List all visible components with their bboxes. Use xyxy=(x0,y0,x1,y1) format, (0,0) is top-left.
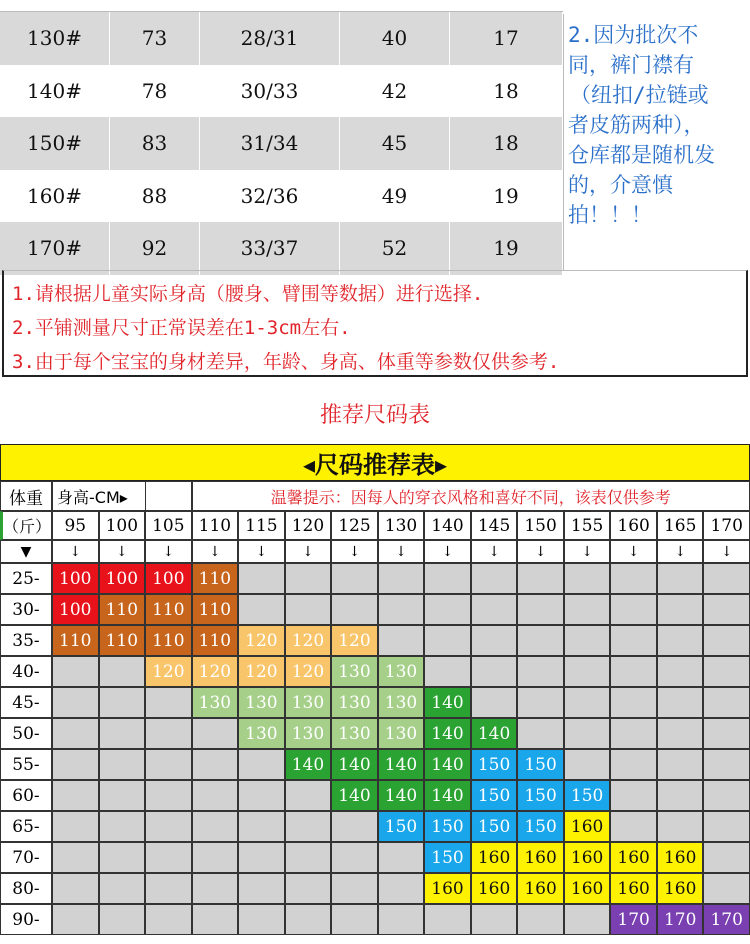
empty-cell xyxy=(192,842,239,873)
column-arrow-icon: ↓ xyxy=(99,540,146,563)
note-line: （纽扣/拉链或 xyxy=(570,83,709,107)
weight-row-label: 60- xyxy=(0,780,52,811)
empty-cell xyxy=(703,656,750,687)
empty-cell xyxy=(657,749,704,780)
empty-cell xyxy=(471,625,518,656)
size-recommendation-cell: 130 xyxy=(192,687,239,718)
size-recommendation-cell: 160 xyxy=(610,873,657,904)
empty-cell xyxy=(610,625,657,656)
empty-cell xyxy=(52,811,99,842)
height-header-cell: 120 xyxy=(285,511,332,540)
size-recommendation-cell: 110 xyxy=(145,625,192,656)
size-recommendation-cell: 120 xyxy=(192,656,239,687)
size-recommendation-cell: 130 xyxy=(238,687,285,718)
empty-cell xyxy=(192,780,239,811)
note-line: 拍！！！ xyxy=(568,203,652,227)
size-table-cell: 150# xyxy=(0,117,110,170)
empty-cell xyxy=(517,718,564,749)
size-recommendation-cell: 120 xyxy=(285,625,332,656)
column-arrow-icon: ↓ xyxy=(657,540,704,563)
size-recommendation-cell: 150 xyxy=(517,780,564,811)
size-table-cell: 88 xyxy=(110,170,200,223)
empty-cell xyxy=(145,687,192,718)
size-recommendation-cell: 140 xyxy=(424,718,471,749)
weight-row-label: 25- xyxy=(0,563,52,594)
weight-row-label: 50- xyxy=(0,718,52,749)
empty-cell xyxy=(703,749,750,780)
size-recommendation-cell: 110 xyxy=(192,594,239,625)
empty-cell xyxy=(331,594,378,625)
empty-cell xyxy=(657,625,704,656)
size-table-cell: 42 xyxy=(340,65,450,118)
size-recommendation-cell: 160 xyxy=(517,873,564,904)
size-recommendation-cell: 160 xyxy=(471,842,518,873)
height-header-cell: 155 xyxy=(564,511,611,540)
empty-cell xyxy=(145,780,192,811)
height-header-cell: 110 xyxy=(192,511,239,540)
empty-cell xyxy=(610,656,657,687)
size-recommendation-cell: 150 xyxy=(378,811,425,842)
empty-cell xyxy=(331,873,378,904)
height-header-cell: 130 xyxy=(378,511,425,540)
column-arrow-icon: ↓ xyxy=(331,540,378,563)
weight-row-label: 65- xyxy=(0,811,52,842)
column-arrow-icon: ↓ xyxy=(564,540,611,563)
size-recommendation-cell: 130 xyxy=(378,718,425,749)
empty-cell xyxy=(192,718,239,749)
size-recommendation-cell: 150 xyxy=(517,811,564,842)
down-arrow-icon: ▼ xyxy=(0,540,52,563)
size-table-row xyxy=(0,222,563,275)
size-recommendation-cell: 110 xyxy=(99,625,146,656)
empty-cell xyxy=(99,904,146,935)
size-table-row xyxy=(0,117,563,170)
size-recommendation-cell: 120 xyxy=(285,656,332,687)
empty-cell xyxy=(52,749,99,780)
empty-cell xyxy=(378,563,425,594)
size-recommendation-cell: 120 xyxy=(145,656,192,687)
header-blank xyxy=(145,481,192,511)
size-recommendation-cell: 150 xyxy=(471,780,518,811)
column-arrow-icon: ↓ xyxy=(238,540,285,563)
size-table-cell: 17 xyxy=(450,12,563,65)
empty-cell xyxy=(285,594,332,625)
empty-cell xyxy=(99,873,146,904)
height-header-cell: 115 xyxy=(238,511,285,540)
empty-cell xyxy=(52,842,99,873)
grid-title: ◂尺码推荐表▸ xyxy=(0,444,750,481)
empty-cell xyxy=(192,873,239,904)
empty-cell xyxy=(99,718,146,749)
size-table-cell: 19 xyxy=(450,170,563,223)
empty-cell xyxy=(424,625,471,656)
size-table-cell: 92 xyxy=(110,222,200,275)
size-recommendation-cell: 160 xyxy=(564,811,611,842)
size-table-cell: 140# xyxy=(0,65,110,118)
height-header-cell: 140 xyxy=(424,511,471,540)
empty-cell xyxy=(703,625,750,656)
size-recommendation-cell: 150 xyxy=(424,811,471,842)
empty-cell xyxy=(424,563,471,594)
empty-cell xyxy=(52,656,99,687)
size-recommendation-cell: 160 xyxy=(471,873,518,904)
height-header-cell: 160 xyxy=(610,511,657,540)
height-header-cell: 150 xyxy=(517,511,564,540)
size-recommendation-cell: 160 xyxy=(657,842,704,873)
empty-cell xyxy=(238,594,285,625)
empty-cell xyxy=(610,718,657,749)
empty-cell xyxy=(610,594,657,625)
height-header-cell: 125 xyxy=(331,511,378,540)
size-recommendation-cell: 130 xyxy=(378,687,425,718)
size-table-note xyxy=(563,14,750,270)
height-header-cell: 170 xyxy=(703,511,750,540)
empty-cell xyxy=(99,780,146,811)
warning-box xyxy=(2,270,748,377)
empty-cell xyxy=(52,718,99,749)
empty-cell xyxy=(517,687,564,718)
empty-cell xyxy=(192,811,239,842)
size-recommendation-cell: 160 xyxy=(610,842,657,873)
size-recommendation-cell: 150 xyxy=(471,749,518,780)
note-line: 的，介意慎 xyxy=(568,173,673,197)
empty-cell xyxy=(238,563,285,594)
empty-cell xyxy=(285,811,332,842)
column-arrow-icon: ↓ xyxy=(703,540,750,563)
warning-line-2: 2.平铺测量尺寸正常误差在1-3cm左右. xyxy=(12,317,351,339)
size-recommendation-cell: 130 xyxy=(238,718,285,749)
size-recommendation-cell: 140 xyxy=(285,749,332,780)
empty-cell xyxy=(703,687,750,718)
empty-cell xyxy=(610,563,657,594)
empty-cell xyxy=(471,563,518,594)
empty-cell xyxy=(703,780,750,811)
size-recommendation-cell: 140 xyxy=(424,749,471,780)
empty-cell xyxy=(145,904,192,935)
size-recommendation-cell: 140 xyxy=(424,780,471,811)
empty-cell xyxy=(378,904,425,935)
empty-cell xyxy=(192,749,239,780)
size-table-cell: 83 xyxy=(110,117,200,170)
size-recommendation-cell: 150 xyxy=(471,811,518,842)
note-line: 者皮筋两种）， xyxy=(568,113,705,137)
column-arrow-icon: ↓ xyxy=(610,540,657,563)
empty-cell xyxy=(238,873,285,904)
size-table-cell: 170# xyxy=(0,222,110,275)
size-recommendation-cell: 170 xyxy=(703,904,750,935)
size-recommendation-cell: 130 xyxy=(378,656,425,687)
empty-cell xyxy=(703,873,750,904)
size-recommendation-cell: 130 xyxy=(331,656,378,687)
empty-cell xyxy=(145,718,192,749)
empty-cell xyxy=(52,873,99,904)
weight-row-label: 30- xyxy=(0,594,52,625)
column-arrow-icon: ↓ xyxy=(424,540,471,563)
size-recommendation-cell: 140 xyxy=(378,749,425,780)
empty-cell xyxy=(285,563,332,594)
size-table xyxy=(0,0,750,270)
empty-cell xyxy=(378,873,425,904)
weight-row-label: 70- xyxy=(0,842,52,873)
size-table-cell: 28/31 xyxy=(200,12,340,65)
empty-cell xyxy=(517,625,564,656)
empty-cell xyxy=(99,687,146,718)
size-table-row xyxy=(0,12,563,65)
weight-row-label: 80- xyxy=(0,873,52,904)
empty-cell xyxy=(564,687,611,718)
empty-cell xyxy=(238,780,285,811)
size-table-cell: 18 xyxy=(450,65,563,118)
empty-cell xyxy=(331,811,378,842)
empty-cell xyxy=(99,656,146,687)
section-title: 推荐尺码表 xyxy=(319,403,430,428)
column-arrow-icon: ↓ xyxy=(471,540,518,563)
size-recommendation-cell: 150 xyxy=(517,749,564,780)
column-arrow-icon: ↓ xyxy=(517,540,564,563)
empty-cell xyxy=(238,842,285,873)
size-table-cell: 160# xyxy=(0,170,110,223)
size-table-cell: 45 xyxy=(340,117,450,170)
empty-cell xyxy=(192,904,239,935)
empty-cell xyxy=(564,718,611,749)
empty-cell xyxy=(52,687,99,718)
size-recommendation-cell: 110 xyxy=(145,594,192,625)
height-header-cell: 100 xyxy=(99,511,146,540)
empty-cell xyxy=(471,656,518,687)
empty-cell xyxy=(331,842,378,873)
size-table-row xyxy=(0,65,563,118)
size-table-cell: 73 xyxy=(110,12,200,65)
size-recommendation-cell: 160 xyxy=(657,873,704,904)
empty-cell xyxy=(424,594,471,625)
height-header-cell: 95 xyxy=(52,511,99,540)
empty-cell xyxy=(145,873,192,904)
empty-cell xyxy=(657,656,704,687)
empty-cell xyxy=(564,625,611,656)
weight-row-label: 55- xyxy=(0,749,52,780)
weight-row-label: 40- xyxy=(0,656,52,687)
size-table-cell: 40 xyxy=(340,12,450,65)
size-recommendation-cell: 130 xyxy=(285,687,332,718)
empty-cell xyxy=(238,904,285,935)
empty-cell xyxy=(471,594,518,625)
size-table-cell: 33/37 xyxy=(200,222,340,275)
empty-cell xyxy=(657,718,704,749)
empty-cell xyxy=(52,904,99,935)
weight-row-label: 45- xyxy=(0,687,52,718)
size-table-cell: 49 xyxy=(340,170,450,223)
empty-cell xyxy=(471,687,518,718)
empty-cell xyxy=(657,687,704,718)
empty-cell xyxy=(99,842,146,873)
empty-cell xyxy=(517,904,564,935)
size-recommendation-cell: 110 xyxy=(192,625,239,656)
size-recommendation-cell: 140 xyxy=(331,749,378,780)
size-recommendation-cell: 140 xyxy=(331,780,378,811)
empty-cell xyxy=(657,780,704,811)
note-line: 同，裤门襟有 xyxy=(568,53,694,77)
empty-cell xyxy=(285,873,332,904)
unit-label: （斤） xyxy=(0,511,52,540)
empty-cell xyxy=(99,749,146,780)
empty-cell xyxy=(564,904,611,935)
empty-cell xyxy=(703,811,750,842)
size-recommendation-cell: 140 xyxy=(424,687,471,718)
size-recommendation-cell: 160 xyxy=(517,842,564,873)
empty-cell xyxy=(145,749,192,780)
column-arrow-icon: ↓ xyxy=(378,540,425,563)
height-header-cell: 105 xyxy=(145,511,192,540)
size-recommendation-cell: 100 xyxy=(52,563,99,594)
size-table-cell: 130# xyxy=(0,12,110,65)
size-recommendation-cell: 150 xyxy=(564,780,611,811)
size-recommendation-cell: 100 xyxy=(99,563,146,594)
empty-cell xyxy=(564,749,611,780)
empty-cell xyxy=(564,563,611,594)
hint-text: 温馨提示：因每人的穿衣风格和喜好不同，该表仅供参考 xyxy=(192,481,750,511)
size-recommendation-cell: 140 xyxy=(471,718,518,749)
empty-cell xyxy=(517,594,564,625)
size-recommendation-cell: 170 xyxy=(657,904,704,935)
weight-label: 体重 xyxy=(0,481,52,511)
size-table-cell: 30/33 xyxy=(200,65,340,118)
empty-cell xyxy=(424,656,471,687)
size-table-cell: 18 xyxy=(450,117,563,170)
column-arrow-icon: ↓ xyxy=(285,540,332,563)
empty-cell xyxy=(564,594,611,625)
empty-cell xyxy=(517,563,564,594)
empty-cell xyxy=(331,563,378,594)
size-recommendation-cell: 110 xyxy=(52,625,99,656)
empty-cell xyxy=(610,687,657,718)
warning-line-3: 3.由于每个宝宝的身材差异，年龄、身高、体重等参数仅供参考. xyxy=(12,351,560,373)
empty-cell xyxy=(145,842,192,873)
empty-cell xyxy=(564,656,611,687)
size-table-top-strip xyxy=(0,0,563,12)
empty-cell xyxy=(424,904,471,935)
size-recommendation-cell: 130 xyxy=(331,687,378,718)
size-recommendation-cell: 120 xyxy=(238,656,285,687)
empty-cell xyxy=(703,842,750,873)
note-line: 2.因为批次不 xyxy=(568,23,699,47)
empty-cell xyxy=(285,842,332,873)
empty-cell xyxy=(703,718,750,749)
weight-row-label: 35- xyxy=(0,625,52,656)
empty-cell xyxy=(703,594,750,625)
empty-cell xyxy=(657,563,704,594)
size-table-cell: 31/34 xyxy=(200,117,340,170)
size-table-row xyxy=(0,170,563,223)
size-grid xyxy=(0,444,750,944)
size-recommendation-cell: 150 xyxy=(424,842,471,873)
size-recommendation-cell: 140 xyxy=(378,780,425,811)
size-recommendation-cell: 110 xyxy=(99,594,146,625)
empty-cell xyxy=(610,780,657,811)
size-recommendation-cell: 120 xyxy=(238,625,285,656)
size-table-cell: 19 xyxy=(450,222,563,275)
size-recommendation-cell: 130 xyxy=(285,718,332,749)
size-recommendation-cell: 120 xyxy=(331,625,378,656)
empty-cell xyxy=(238,811,285,842)
empty-cell xyxy=(657,811,704,842)
size-recommendation-cell: 170 xyxy=(610,904,657,935)
empty-cell xyxy=(285,780,332,811)
empty-cell xyxy=(145,811,192,842)
size-recommendation-cell: 160 xyxy=(564,873,611,904)
height-label: 身高-CM▸ xyxy=(52,481,146,511)
size-recommendation-cell: 110 xyxy=(192,563,239,594)
empty-cell xyxy=(657,594,704,625)
height-header-cell: 145 xyxy=(471,511,518,540)
empty-cell xyxy=(331,904,378,935)
size-recommendation-cell: 130 xyxy=(331,718,378,749)
empty-cell xyxy=(471,904,518,935)
empty-cell xyxy=(610,749,657,780)
height-header-cell: 165 xyxy=(657,511,704,540)
size-table-cell: 32/36 xyxy=(200,170,340,223)
size-table-cell: 52 xyxy=(340,222,450,275)
warning-line-1: 1.请根据儿童实际身高（腰身、臂围等数据）进行选择. xyxy=(12,283,484,305)
column-arrow-icon: ↓ xyxy=(192,540,239,563)
empty-cell xyxy=(378,625,425,656)
size-table-cell: 78 xyxy=(110,65,200,118)
column-arrow-icon: ↓ xyxy=(52,540,99,563)
size-recommendation-cell: 160 xyxy=(424,873,471,904)
empty-cell xyxy=(378,594,425,625)
size-recommendation-cell: 100 xyxy=(52,594,99,625)
empty-cell xyxy=(238,749,285,780)
empty-cell xyxy=(285,904,332,935)
column-arrow-icon: ↓ xyxy=(145,540,192,563)
empty-cell xyxy=(52,780,99,811)
size-recommendation-cell: 160 xyxy=(564,842,611,873)
empty-cell xyxy=(703,563,750,594)
weight-row-label: 90- xyxy=(0,904,52,935)
empty-cell xyxy=(517,656,564,687)
note-line: 仓库都是随机发 xyxy=(568,143,715,167)
empty-cell xyxy=(99,811,146,842)
size-recommendation-cell: 100 xyxy=(145,563,192,594)
empty-cell xyxy=(610,811,657,842)
empty-cell xyxy=(378,842,425,873)
